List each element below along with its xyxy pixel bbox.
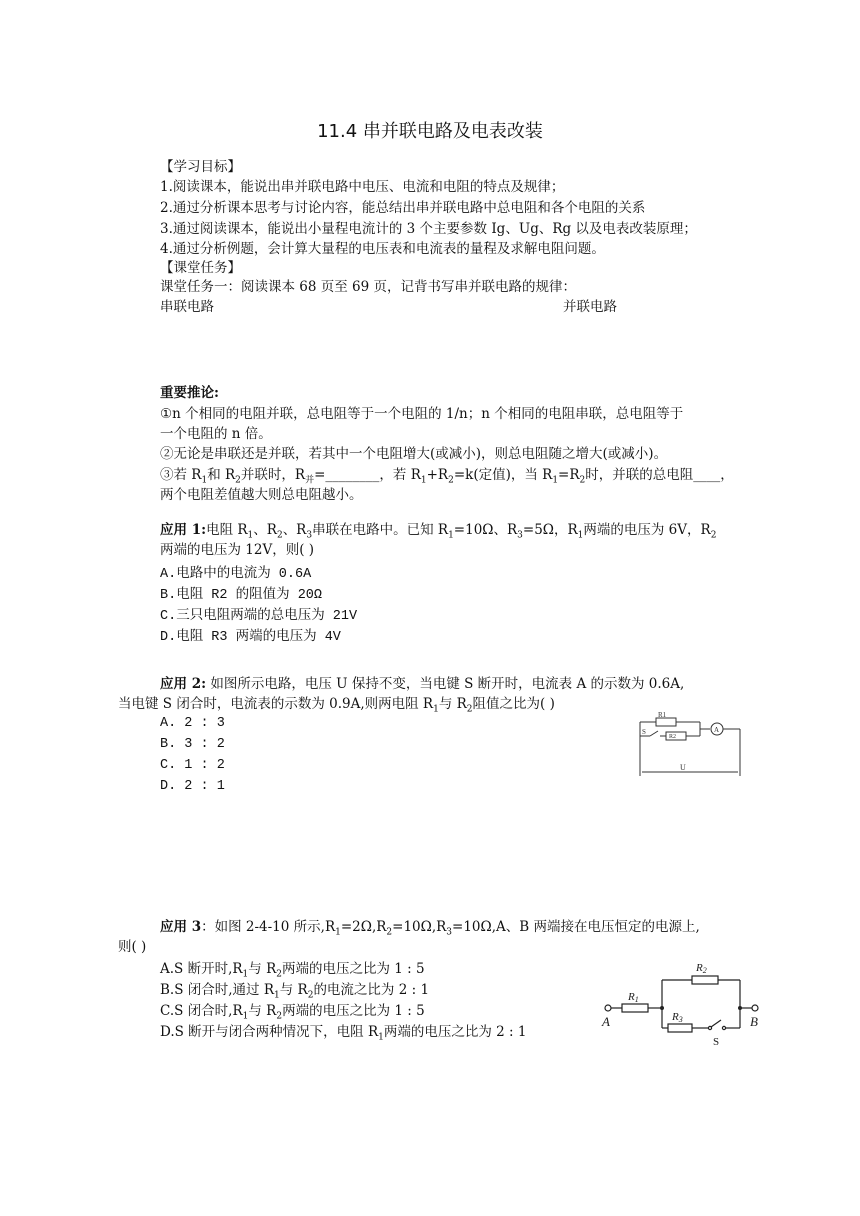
q1-option-c[interactable]: C.三只电阻两端的总电压为 21V: [160, 609, 358, 624]
inference-3-line2: 两个电阻差值越大则总电阻越小。: [160, 487, 363, 503]
terminal-b: [752, 1005, 758, 1011]
inference-2: ②无论是串联还是并联，若其中一个电阻增大(或减小)，则总电阻随之增大(或减小)。: [160, 446, 668, 462]
q3-option-c[interactable]: C.S 闭合时$,R_1$与 $R_2$两端的电压之比为 1 : 5: [160, 1003, 425, 1022]
q1-stem: 应用 1:电阻 $R_1$、$R_2$、$R_3$串联在电路中。已知 $R_1=10\Omega$、$R_3=5\Omega$，$R_1$两端的电压为 6V，$R_2$: [160, 522, 717, 541]
task-1: 课堂任务一：阅读课本 68 页至 69 页，记背书写串并联电路的规律：: [160, 279, 577, 295]
q3-option-b[interactable]: B.S 闭合时,通过 $R_1$与 $R_2$的电流之比为 2 : 1: [160, 982, 430, 1001]
q2-stem-line2: 当电键 S 闭合时，电流表的示数为 0.9A,则两电阻 $R_1$与 $R_2$阻值之比为( ): [118, 696, 555, 715]
fig3-s-label: S: [713, 1036, 720, 1048]
q2-circuit-diagram: [632, 712, 744, 784]
q3-option-d[interactable]: D.S 断开与闭合两种情况下，电阻 $R_1$两端的电压之比为 2 : 1: [160, 1024, 527, 1043]
series-label: 串联电路: [160, 299, 214, 315]
q3-stem: 应用 3：如图 2-4-10 所示$,R_1=2\Omega,R_2=10\Omega,R_3=10\Omega,A$、B 两端接在电压恒定的电源上,: [160, 919, 700, 938]
r1-resistor: [656, 718, 676, 726]
objective-4: 4.通过分析例题，会计算大量程的电压表和电流表的量程及求解电阻问题。: [160, 241, 605, 257]
fig2-u-label: U: [680, 763, 686, 772]
q2-option-b[interactable]: B. 3 : 2: [160, 737, 225, 752]
parallel-label: 并联电路: [563, 299, 617, 315]
objective-1: 1.阅读课本，能说出串并联电路中电压、电流和电阻的特点及规律；: [160, 179, 565, 195]
fig3-r1-label: R1: [628, 991, 639, 1004]
tasks-heading: 【课堂任务】: [160, 260, 241, 276]
switch-s: [711, 1020, 721, 1027]
r2-resistor: [692, 976, 718, 984]
fig3-r2-label: R2: [696, 962, 707, 975]
q1-option-b[interactable]: B.电阻 R2 的阻值为 20Ω: [160, 588, 323, 603]
inference-1a: ①n 个相同的电阻并联，总电阻等于一个电阻的 1/n；n 个相同的电阻串联，总电阻等于: [160, 406, 684, 422]
q1-stem-line2: 两端的电压为 12V，则( ): [160, 542, 315, 558]
q3-circuit-diagram: [600, 956, 775, 1048]
inference-heading: 重要推论:: [160, 385, 219, 401]
fig3-r3-label: R3: [672, 1011, 683, 1024]
q2-option-c[interactable]: C. 1 : 2: [160, 758, 225, 773]
fig2-r2-label: R2: [669, 734, 677, 740]
q3-option-a[interactable]: A.S 断开时$,R_1$与 $R_2$两端的电压之比为 1 : 5: [160, 961, 425, 980]
q3-stem-line2: 则( ): [118, 939, 147, 955]
q1-option-d[interactable]: D.电阻 R3 两端的电压为 4V: [160, 630, 341, 645]
switch-s: [650, 731, 658, 736]
r1-resistor: [622, 1004, 648, 1012]
inference-1b: 一个电阻的 n 倍。: [160, 426, 272, 442]
page-title: 11.4 串并联电路及电表改装: [317, 121, 543, 142]
fig3-b-label: B: [750, 1014, 758, 1029]
fig2-r1-label: R1: [658, 712, 667, 719]
q1-option-a[interactable]: A.电路中的电流为 0.6A: [160, 567, 312, 582]
terminal-a: [605, 1005, 611, 1011]
inference-3: ③若 $R_1$和 $R_2$并联时，$R_并=\_\_\_\_\_\_\_\_$，若 $R_1+R_2=k$(定值)，当 $R_1=R_2$时，并联的总电阻____，: [160, 467, 734, 486]
r3-resistor: [668, 1024, 692, 1032]
objective-3: 3.通过阅读课本，能说出小量程电流计的 3 个主要参数 Ig、Ug、Rg 以及电表改装原理；: [160, 221, 697, 237]
objective-2: 2.通过分析课本思考与讨论内容，能总结出串并联电路中总电阻和各个电阻的关系: [160, 200, 646, 216]
q2-option-d[interactable]: D. 2 : 1: [160, 779, 225, 794]
fig2-ammeter-label: A: [714, 726, 720, 734]
q2-stem: 应用 2: 如图所示电路，电压 U 保持不变，当电键 S 断开时，电流表 A 的示数为 0.6A,: [160, 676, 685, 692]
objectives-heading: 【学习目标】: [160, 159, 241, 175]
q2-option-a[interactable]: A. 2 : 3: [160, 716, 225, 731]
fig3-a-label: A: [602, 1014, 610, 1029]
fig2-s-label: S: [642, 728, 646, 736]
